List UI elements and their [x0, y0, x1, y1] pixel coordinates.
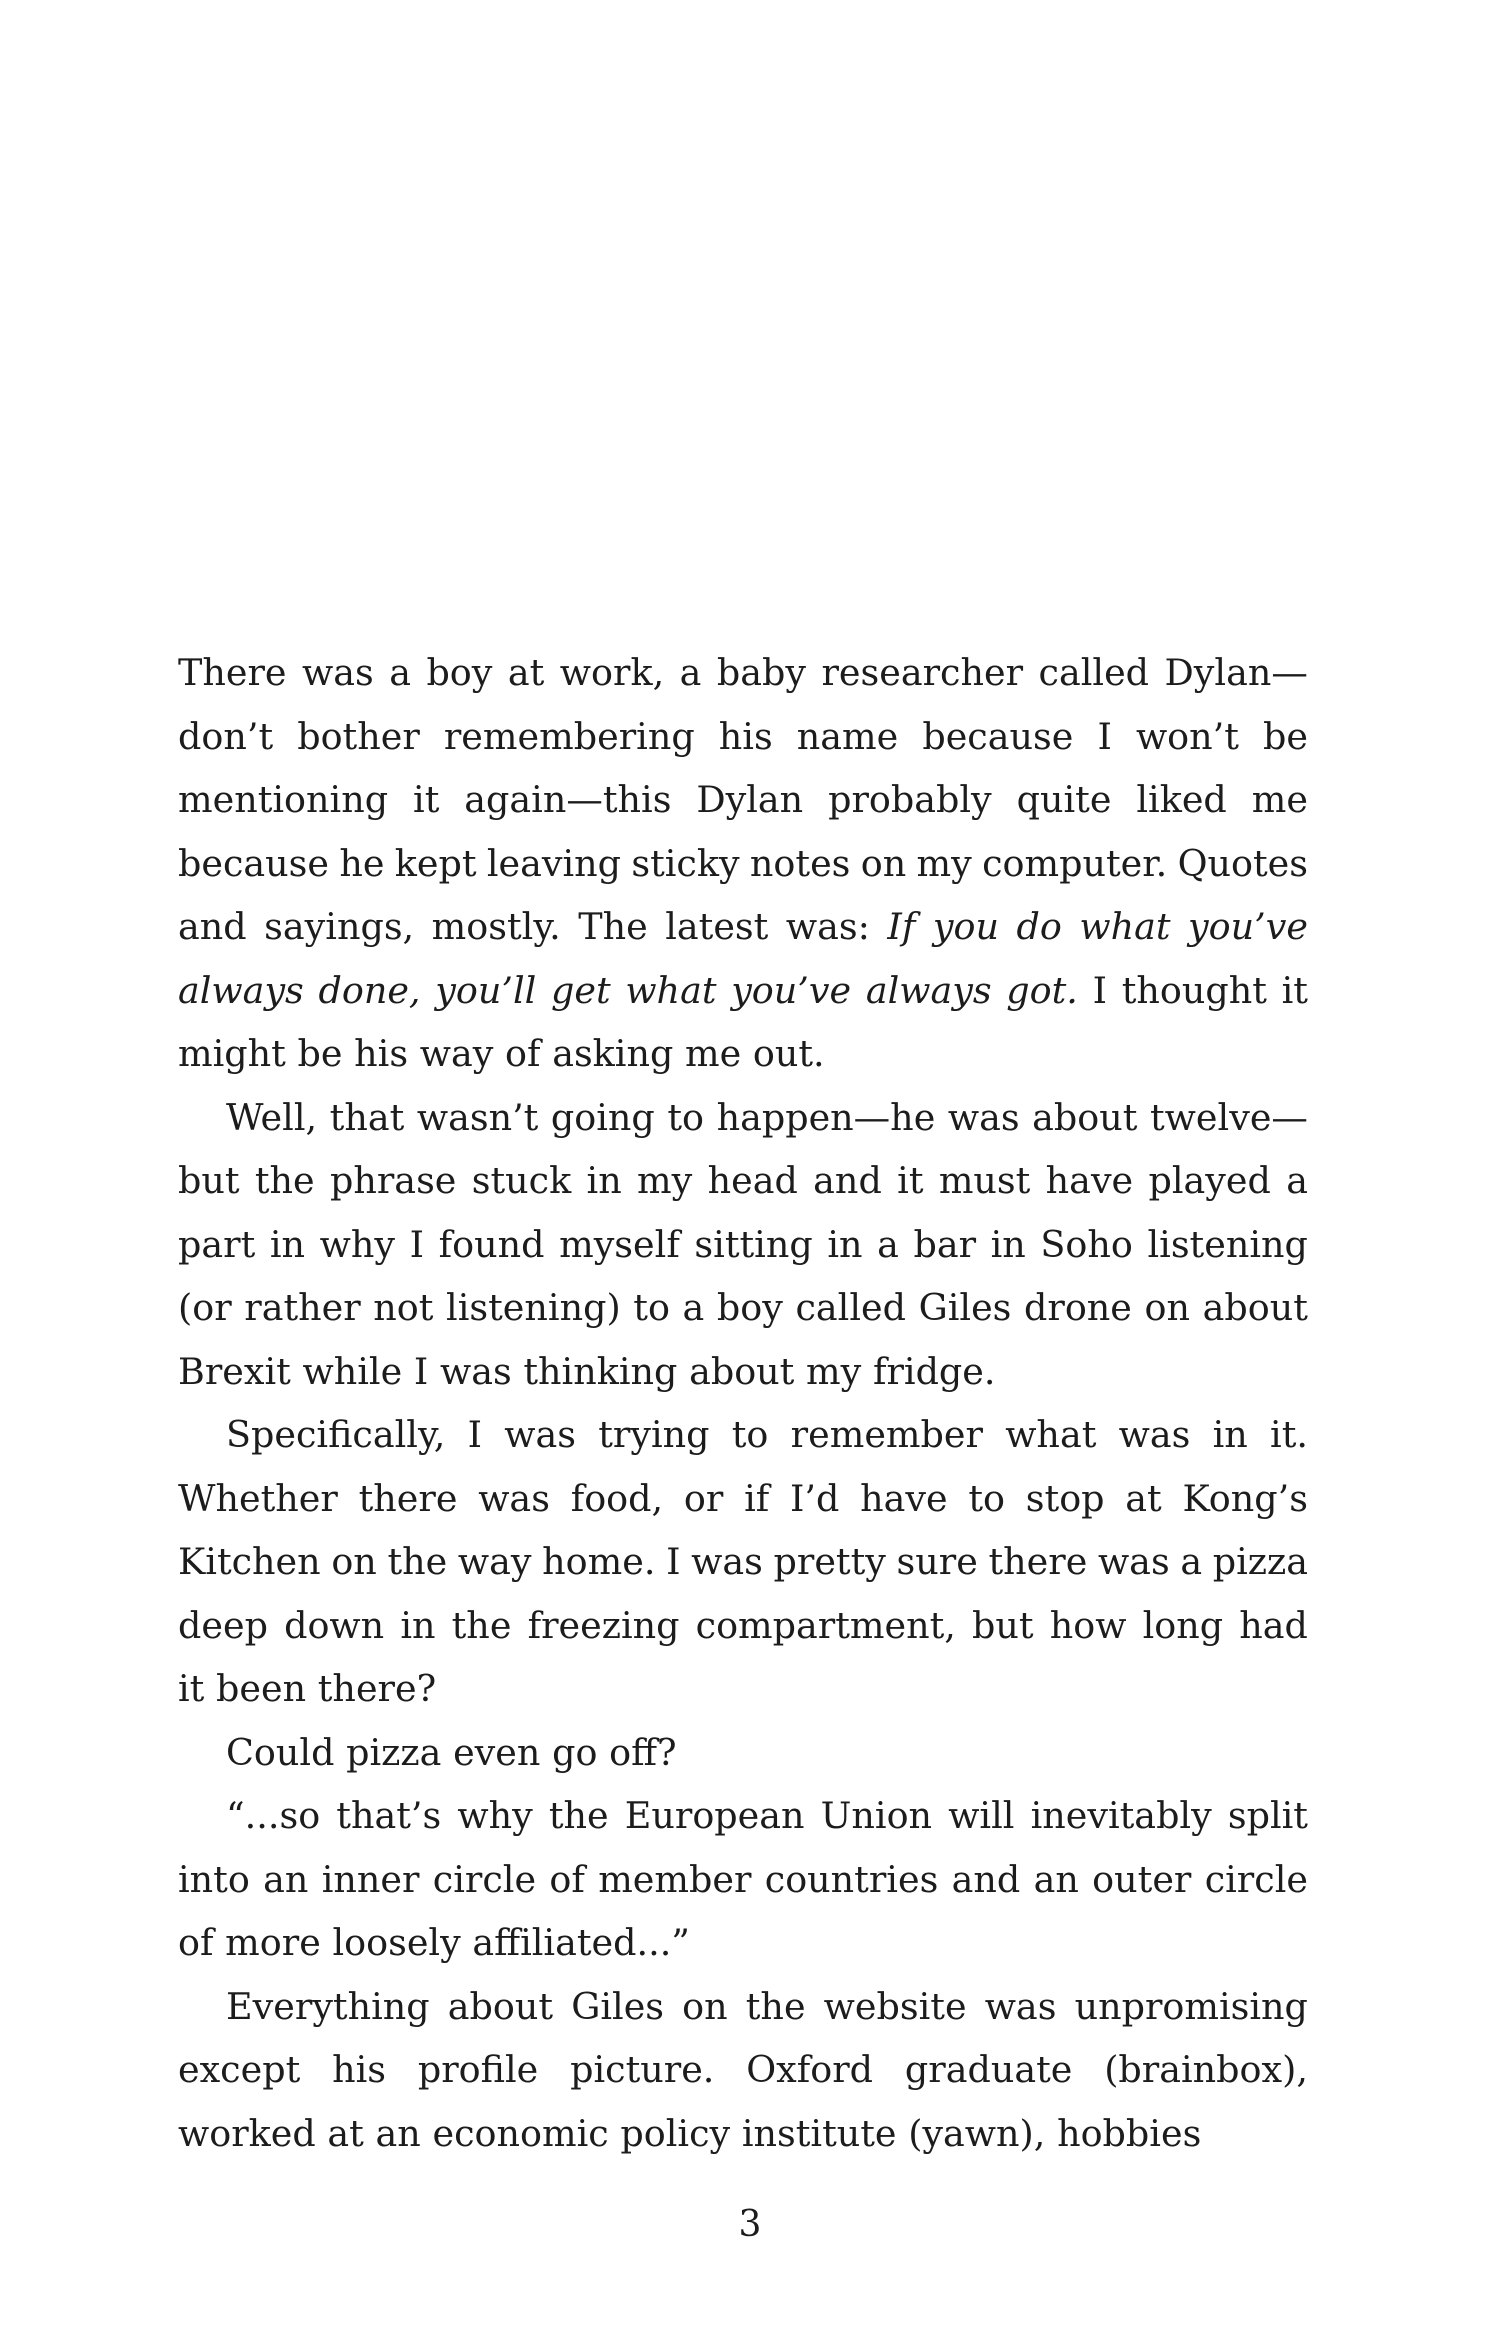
word: that — [329, 1095, 405, 1139]
word: I — [666, 1540, 681, 1583]
word: me — [685, 1032, 742, 1075]
word: the — [387, 1540, 448, 1583]
word: in — [586, 1159, 622, 1202]
word: even — [453, 1730, 541, 1774]
word: in — [827, 1222, 863, 1266]
word: inner — [321, 1857, 420, 1901]
text-line — [178, 1403, 1308, 1467]
word: institute — [741, 2111, 897, 2155]
word: notes — [749, 841, 851, 885]
word: loosely — [332, 1921, 461, 1964]
word: into — [178, 1857, 250, 1901]
paragraph — [178, 1784, 1308, 1975]
word: will — [948, 1794, 1015, 1837]
word: I — [467, 1413, 483, 1456]
word: won’t — [1135, 714, 1239, 758]
word: countries — [764, 1857, 939, 1901]
word: remember — [790, 1413, 983, 1456]
text-line — [178, 1594, 1308, 1658]
word: Giles — [918, 1286, 1012, 1329]
word: in — [990, 1222, 1026, 1266]
word: Oxford — [746, 2048, 874, 2091]
text-line — [178, 1022, 1308, 1086]
word: of — [549, 1857, 585, 1901]
word: member — [598, 1857, 752, 1901]
word: was — [301, 651, 374, 694]
word: and — [178, 905, 247, 948]
word: wasn’t — [416, 1095, 539, 1139]
word: name — [796, 714, 899, 758]
word: Dylan— — [1164, 651, 1308, 694]
italic-word: get — [550, 968, 611, 1012]
word: it — [897, 1159, 924, 1202]
body-text — [178, 641, 1308, 2165]
word: pizza — [346, 1730, 442, 1774]
word: circle — [432, 1857, 537, 1901]
word: in — [400, 1603, 436, 1647]
word: on — [860, 841, 907, 885]
word: food, — [570, 1476, 664, 1520]
word: but — [178, 1159, 240, 1202]
word: if — [744, 1476, 770, 1520]
word: bar — [913, 1222, 977, 1266]
word: head — [707, 1159, 798, 1202]
word: why — [457, 1794, 533, 1837]
word: there? — [317, 1667, 437, 1710]
italic-word: what — [1079, 905, 1171, 948]
word: trying — [598, 1413, 710, 1456]
text-line — [178, 705, 1308, 769]
word: going — [550, 1095, 655, 1139]
italic-word: you — [932, 905, 999, 948]
word: listening) — [446, 1286, 621, 1329]
word: off? — [609, 1730, 677, 1774]
italic-word: what — [625, 968, 717, 1012]
word: European — [624, 1794, 805, 1837]
word: called — [795, 1286, 906, 1329]
word: graduate — [904, 2048, 1073, 2091]
word: there — [358, 1476, 458, 1520]
italic-word: do — [1016, 905, 1062, 948]
word: was — [504, 1413, 576, 1456]
word: thought — [1121, 968, 1267, 1012]
word: Dylan — [696, 778, 804, 821]
text-line — [178, 1530, 1308, 1594]
word: mentioning — [178, 778, 389, 821]
word: sitting — [694, 1222, 813, 1266]
text-line — [178, 641, 1308, 705]
word: but — [972, 1603, 1034, 1647]
word: a — [682, 1286, 705, 1329]
word: my — [637, 1159, 693, 1202]
word: (brainbox), — [1104, 2048, 1308, 2091]
word: stuck — [471, 1159, 572, 1202]
word: had — [1239, 1603, 1308, 1647]
word: be — [297, 1032, 343, 1075]
word: pizza — [1212, 1540, 1308, 1583]
word: to — [633, 1286, 670, 1329]
word: Everything — [226, 1984, 430, 2028]
word: and — [813, 1159, 882, 1202]
word: Giles — [571, 1984, 665, 2028]
word: There — [178, 651, 287, 694]
word: unpromising — [1074, 1984, 1308, 2028]
paragraph — [178, 1721, 1308, 1785]
word: to — [968, 1476, 1006, 1520]
word: been — [216, 1667, 307, 1710]
word: about — [447, 1984, 554, 2028]
word: to — [731, 1413, 769, 1456]
word: there — [988, 1540, 1088, 1583]
word: The — [578, 905, 648, 948]
word: I — [409, 1222, 425, 1266]
word: affiliated...” — [472, 1921, 690, 1964]
word: must — [938, 1159, 1031, 1202]
word: fridge. — [872, 1349, 996, 1393]
word: Could — [226, 1730, 335, 1774]
word: found — [438, 1222, 545, 1266]
word: of — [178, 1921, 214, 1964]
word: about — [689, 1349, 795, 1393]
word: way — [457, 1540, 532, 1583]
word: on — [331, 1540, 377, 1583]
word: and — [951, 1857, 1021, 1901]
word: played — [1148, 1159, 1271, 1202]
word: in — [269, 1222, 306, 1266]
word: was: — [785, 905, 870, 948]
word: work, — [559, 651, 665, 694]
word: happen—he — [716, 1095, 936, 1139]
word: probably — [828, 778, 992, 821]
word: economic — [432, 2111, 609, 2155]
word: the — [254, 1159, 315, 1202]
word: profile — [417, 2048, 539, 2091]
word: what — [1005, 1413, 1097, 1456]
italic-word: always — [865, 968, 992, 1012]
word: mostly. — [431, 905, 561, 948]
word: split — [1227, 1794, 1308, 1837]
word: myself — [559, 1222, 680, 1266]
word: go — [552, 1730, 598, 1774]
word: have — [1045, 1159, 1134, 1202]
word: to — [667, 1095, 705, 1139]
word: his — [354, 1032, 409, 1075]
word: don’t — [178, 714, 274, 758]
word: again—this — [464, 778, 672, 821]
text-line — [178, 1213, 1308, 1277]
word: it — [1281, 968, 1308, 1012]
word: compartment, — [695, 1603, 956, 1647]
italic-word: If — [887, 905, 916, 948]
word: why — [319, 1222, 395, 1266]
word: (or — [178, 1286, 232, 1329]
text-line — [178, 959, 1308, 1023]
word: remembering — [443, 714, 695, 758]
word: a — [679, 651, 702, 694]
word: part — [178, 1222, 256, 1266]
word: latest — [665, 905, 769, 948]
word: down — [284, 1603, 385, 1647]
text-line — [178, 1276, 1308, 1340]
word: kept — [394, 841, 477, 885]
paragraph — [178, 641, 1308, 1086]
word: was — [691, 1540, 763, 1583]
word: asking — [552, 1032, 674, 1075]
word: me — [1251, 778, 1308, 821]
word: sticky — [631, 841, 740, 885]
word: about — [1032, 1095, 1138, 1139]
word: Kong’s — [1182, 1476, 1308, 1520]
text-line — [178, 1721, 1308, 1785]
word: outer — [1092, 1857, 1192, 1901]
word: boy — [426, 651, 493, 694]
word: Well, — [226, 1095, 318, 1139]
word: a — [1286, 1159, 1308, 1202]
italic-word: done, — [318, 968, 421, 1012]
text-line — [178, 1467, 1308, 1531]
italic-word: you’ve — [1188, 905, 1308, 948]
word: rather — [244, 1286, 361, 1329]
text-line — [178, 895, 1308, 959]
word: it — [178, 1667, 205, 1710]
word: stop — [1025, 1476, 1105, 1520]
word: about — [1202, 1286, 1308, 1329]
word: was — [478, 1476, 550, 1520]
word: on — [682, 1984, 728, 2028]
word: I’d — [790, 1476, 840, 1520]
word: in — [1212, 1413, 1248, 1456]
word: Union — [820, 1794, 933, 1837]
word: on — [1144, 1286, 1190, 1329]
word: inevitably — [1030, 1794, 1212, 1837]
word: at — [507, 651, 545, 694]
word: worked — [178, 2111, 316, 2155]
word: was — [947, 1095, 1020, 1139]
word: his — [332, 2048, 387, 2091]
word: (yawn), — [908, 2111, 1046, 2155]
word: pretty — [773, 1540, 886, 1583]
word: while — [302, 1349, 403, 1393]
word: circle — [1204, 1857, 1308, 1901]
text-line — [178, 2102, 1308, 2166]
word: I — [1092, 968, 1108, 1012]
word: because — [922, 714, 1074, 758]
word: because — [178, 841, 330, 885]
word: Soho — [1040, 1222, 1133, 1266]
text-line — [178, 1149, 1308, 1213]
paragraph — [178, 1403, 1308, 1721]
word: the — [548, 1794, 609, 1837]
word: computer. — [982, 841, 1168, 885]
word: twelve— — [1150, 1095, 1308, 1139]
word: Brexit — [178, 1349, 291, 1393]
text-line — [178, 1784, 1308, 1848]
word: home. — [542, 1540, 656, 1583]
word: boy — [716, 1286, 783, 1329]
word: was — [439, 1349, 512, 1393]
word: it — [413, 778, 440, 821]
word: the — [451, 1603, 512, 1647]
word: sure — [896, 1540, 978, 1583]
word: might — [178, 1032, 286, 1075]
word: baby — [716, 651, 806, 694]
word: out. — [752, 1032, 825, 1075]
word: his — [718, 714, 773, 758]
page-number: 3 — [738, 2204, 762, 2245]
word: way — [419, 1032, 494, 1075]
word: sayings, — [264, 905, 415, 948]
word: he — [339, 841, 385, 885]
word: picture. — [570, 2048, 715, 2091]
word: bother — [297, 714, 420, 758]
word: liked — [1136, 778, 1227, 821]
word: a — [877, 1222, 899, 1266]
word: of — [505, 1032, 541, 1075]
word: more — [225, 1921, 321, 1964]
word: drone — [1024, 1286, 1132, 1329]
word: deep — [178, 1603, 268, 1647]
word: Whether — [178, 1476, 338, 1520]
word: was — [1097, 1540, 1170, 1583]
text-line — [178, 1340, 1308, 1404]
word: Quotes — [1177, 841, 1308, 885]
word: or — [683, 1476, 724, 1520]
word: “...so — [226, 1794, 321, 1837]
italic-word: you’ll — [435, 968, 537, 1012]
word: at — [1125, 1476, 1162, 1520]
italic-word: got. — [1006, 968, 1078, 1012]
word: an — [263, 1857, 309, 1901]
text-line — [178, 1848, 1308, 1912]
word: I — [413, 1349, 429, 1393]
word: a — [1180, 1540, 1203, 1583]
word: phrase — [329, 1159, 457, 1202]
word: an — [375, 2111, 421, 2155]
word: except — [178, 2048, 301, 2091]
text-line — [178, 832, 1308, 896]
word: my — [806, 1349, 862, 1393]
word: researcher — [821, 651, 1024, 694]
word: at — [327, 2111, 364, 2155]
text-line — [178, 1911, 1308, 1975]
text-line — [178, 1086, 1308, 1150]
text-line — [178, 1975, 1308, 2039]
italic-word: you’ve — [731, 968, 852, 1012]
word: policy — [620, 2111, 731, 2155]
word: listening — [1147, 1222, 1308, 1266]
word: that’s — [336, 1794, 442, 1837]
paragraph — [178, 1086, 1308, 1404]
word: the — [745, 1984, 806, 2028]
paragraph — [178, 1975, 1308, 2166]
word: thinking — [523, 1349, 678, 1393]
word: freezing — [527, 1603, 680, 1647]
word: how — [1049, 1603, 1127, 1647]
word: not — [373, 1286, 434, 1329]
word: was — [984, 1984, 1057, 2028]
word: an — [1033, 1857, 1079, 1901]
word: quite — [1016, 778, 1112, 821]
word: website — [823, 1984, 967, 2028]
word: called — [1038, 651, 1150, 694]
italic-word: always — [178, 968, 304, 1012]
word: long — [1142, 1603, 1224, 1647]
word: leaving — [486, 841, 622, 885]
word: was — [1118, 1413, 1191, 1456]
word: a — [389, 651, 411, 694]
word: my — [916, 841, 972, 885]
word: it. — [1270, 1413, 1308, 1456]
word: Specifically, — [226, 1413, 446, 1456]
text-line — [178, 1657, 1308, 1721]
text-line — [178, 2038, 1308, 2102]
word: Kitchen — [178, 1540, 321, 1583]
word: have — [860, 1476, 948, 1520]
word: be — [1263, 714, 1308, 758]
word: I — [1097, 714, 1112, 758]
word: hobbies — [1057, 2111, 1202, 2155]
text-line — [178, 768, 1308, 832]
